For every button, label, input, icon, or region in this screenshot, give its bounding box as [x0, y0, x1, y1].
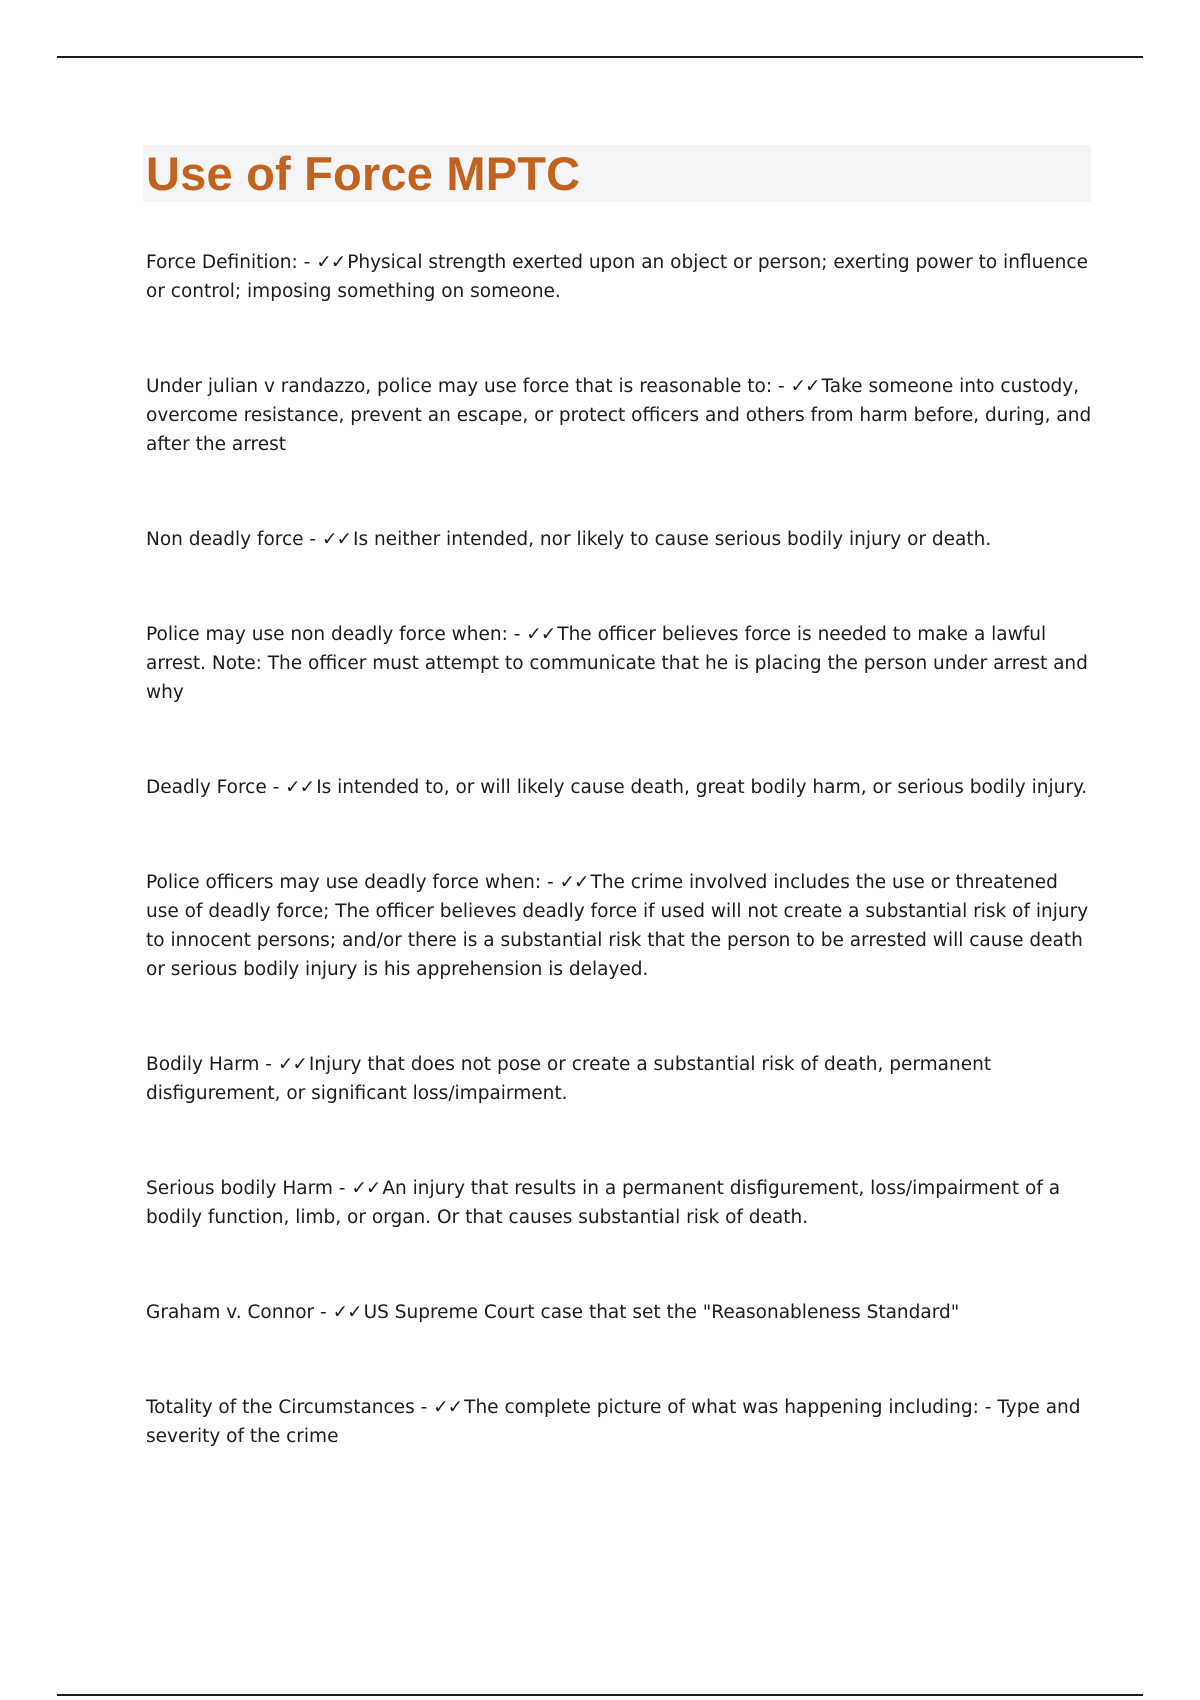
entry-term: Police may use non deadly force when: — [146, 624, 508, 645]
flashcard-entry — [146, 1050, 1096, 1108]
entry-separator: - — [772, 376, 791, 397]
entry-separator: - — [259, 1054, 278, 1075]
flashcard-entry — [146, 620, 1096, 707]
double-check-icon: ✓✓ — [316, 252, 346, 273]
double-check-icon: ✓✓ — [526, 624, 556, 645]
entry-separator: - — [507, 624, 527, 645]
entry-definition: Is intended to, or will likely cause death, great bodily harm, or serious bodily injury. — [316, 777, 1088, 798]
entry-separator: - — [332, 1178, 352, 1199]
double-check-icon: ✓✓ — [790, 376, 820, 397]
double-check-icon: ✓✓ — [321, 529, 351, 550]
entry-definition: Physical strength exerted upon an object or person; exerting power to influence or control; imposing something on someone. — [146, 252, 1088, 302]
entry-separator: - — [414, 1397, 434, 1418]
top-rule — [57, 56, 1143, 58]
entry-term: Graham v. Connor — [146, 1302, 315, 1323]
flashcard-entry — [146, 868, 1096, 984]
flashcard-list — [146, 248, 1096, 1517]
entry-definition: The complete picture of what was happening including: - Type and severity of the crime — [146, 1397, 1081, 1447]
double-check-icon: ✓✓ — [433, 1397, 463, 1418]
entry-separator: - — [541, 872, 560, 893]
flashcard-entry — [146, 1393, 1096, 1451]
entry-term: Non deadly force — [146, 529, 304, 550]
entry-separator: - — [266, 777, 286, 798]
entry-term: Deadly Force — [146, 777, 267, 798]
entry-separator: - — [297, 252, 317, 273]
flashcard-entry — [146, 1174, 1096, 1232]
double-check-icon: ✓✓ — [559, 872, 589, 893]
double-check-icon: ✓✓ — [277, 1054, 307, 1075]
entry-term: Force Definition: — [146, 252, 298, 273]
entry-term: Totality of the Circumstances — [146, 1397, 415, 1418]
entry-term: Bodily Harm — [146, 1054, 260, 1075]
entry-definition: The officer believes force is needed to make a lawful arrest. Note: The officer must attempt to communicate that he is placing the person under arrest and why — [146, 624, 1088, 703]
entry-separator: - — [303, 529, 322, 550]
flashcard-entry — [146, 525, 1096, 554]
flashcard-entry — [146, 1298, 1096, 1327]
entry-term: Police officers may use deadly force when: — [146, 872, 542, 893]
double-check-icon: ✓✓ — [285, 777, 315, 798]
flashcard-entry — [146, 372, 1096, 459]
entry-definition: US Supreme Court case that set the "Reasonableness Standard" — [363, 1302, 960, 1323]
double-check-icon: ✓✓ — [332, 1302, 362, 1323]
entry-definition: Injury that does not pose or create a substantial risk of death, permanent disfigurement, or significant loss/impairment. — [146, 1054, 992, 1104]
entry-definition: An injury that results in a permanent disfigurement, loss/impairment of a bodily function, limb, or organ. Or that causes substantial risk of death. — [146, 1178, 1061, 1228]
entry-definition: The crime involved includes the use or threatened use of deadly force; The officer believes deadly force if used will not create a substantial risk of injury to innocent persons; and/or there is a substantial risk that the person to be arrested will cause death or serious bodily injury is his apprehension is delayed. — [146, 872, 1089, 980]
entry-term: Under julian v randazzo, police may use force that is reasonable to: — [146, 376, 773, 397]
entry-definition: Is neither intended, nor likely to cause serious bodily injury or death. — [352, 529, 992, 550]
flashcard-entry — [146, 773, 1096, 802]
entry-separator: - — [314, 1302, 333, 1323]
entry-definition: Take someone into custody, overcome resistance, prevent an escape, or protect officers and others from harm before, during, and after the arrest — [146, 376, 1092, 455]
flashcard-entry — [146, 248, 1096, 306]
bottom-rule — [57, 1694, 1143, 1696]
entry-term: Serious bodily Harm — [146, 1178, 333, 1199]
double-check-icon: ✓✓ — [351, 1178, 381, 1199]
document-title: Use of Force MPTC — [146, 147, 581, 200]
